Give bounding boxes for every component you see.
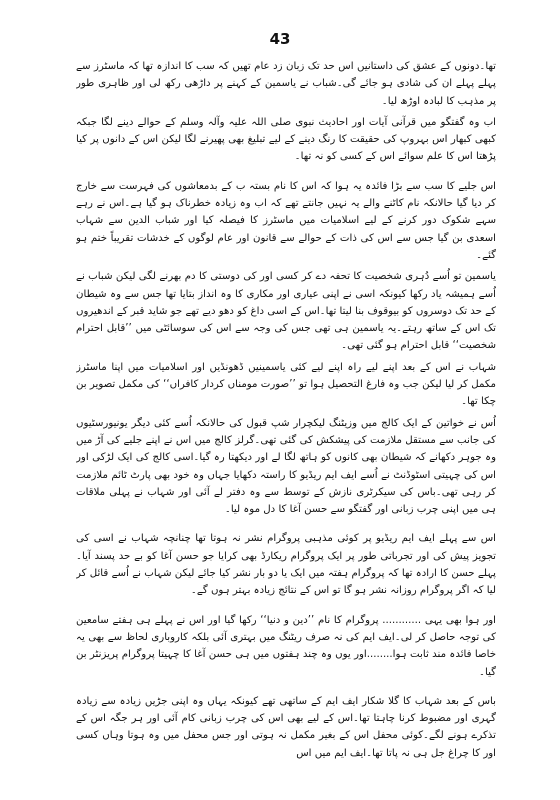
paragraph-5: شہاب نے اس کے بعد اپنے لیے راہ اپنے لیے کئی یاسمینیں ڈھونڈیں اور اسلامیات میں اپنا ماسٹرز مکمل کر لیا لیکن جب وہ فارغ التحصیل ہوا تو ’’صورت مومناں کردار کافراں‘‘ کی مکمل تصویر بن چکا تھا۔	[76, 361, 496, 408]
paragraph-2: اب وہ گفتگو میں قرآنی آیات اور احادیث نبوی صلی اللہ علیہ وآلہ وسلم کے حوالے دینے لگا جبکہ کبھی کبھار اس بہروپ کی حقیقت کا رنگ دینے کے لیے تبلیغ بھی پھیرنے لگا لیکن اس کے دانوں پر کیا پڑھتا اس کا علم سوائے اس کے کسی کو نہ تھا۔	[76, 116, 496, 163]
paragraph-8: اور ہوا بھی یہی ............ پروگرام کا نام ’’دین و دنیا‘‘ رکھا گیا اور اس نے پہلے ہی ہفتے سامعین کی توجہ حاصل کر لی۔ایف ایم کی نہ صرف ریٹنگ میں بہتری آئی بلکہ کاروباری لحاظ سے بھی یہ خاصا فائدہ مند ثابت ہوا........اور یوں وہ چند ہفتوں میں ہی حسن آغا کا چہیتا پروگرام پریزنٹر بن گیا۔	[76, 614, 496, 678]
body-text	[76, 58, 496, 788]
page-number: 43	[269, 30, 291, 48]
paragraph-7: اس سے پہلے ایف ایم ریڈیو پر کوئی مذہبی پروگرام نشر نہ ہوتا تھا چنانچہ شہاب نے اسی کی تجویز پیش کی اور تجرباتی طور پر ایک پروگرام ریکارڈ بھی کرایا جو حسن آغا کو بے حد پسند آیا۔پہلے حسن کا ارادہ تھا کہ پروگرام ہفتہ میں ایک یا دو بار نشر کیا جائے لیکن شہاب نے اُسے قائل کر لیا کہ اگر پروگرام روزانہ نشر ہو گا تو اس کے نتائج زیادہ بہتر ہوں گے۔	[76, 533, 496, 597]
paragraph-4: یاسمین تو اُسے دُہری شخصیت کا تحفہ دے کر کسی اور کی دوستی کا دم بھرنے لگی لیکن شباب نے اُسے ہمیشہ یاد رکھا کیونکہ اسی نے اپنی عیاری اور مکاری کا وہ انداز بتایا تھا جس سے وہ شیطان کے حد تک دوسروں کو بیوقوف بنا لیتا تھا۔اس کے اسی داغ کو دھو دیے تھے جو شاید قبر کے اندھیروں تک اس کے ساتھ رہتے۔یہ یاسمین ہی تھی جس کی وجہ سے اس کی سوسائٹی میں ’’قابل احترام شخصیت‘‘ قابل احترام ہو گئی تھی۔	[76, 271, 496, 352]
paragraph-3: اس جلیے کا سب سے بڑا فائدہ یہ ہوا کہ اس کا نام بستہ ب کے بدمعاشوں کی فہرست سے خارج کر دیا گیا حالانکہ نام کاٹنے والے یہ نہیں جانتے تھے کہ اب وہ زیادہ خطرناک ہو گیا ہے۔اس نے رہے سہے شکوک دور کرنے کے لیے اسلامیات میں ماسٹرز کا فیصلہ کیا اور شباب الدین سے شہاب اسعدی بن گیا جس سے اس کی ذات کے حوالے سے قانون اور عام لوگوں کے خدشات تقریباً ختم ہو گئے۔	[76, 180, 496, 261]
paragraph-9: باس کے بعد شہاب کا گلا شکار ایف ایم کے ساتھی تھے کیونکہ یہاں وہ اپنی جڑیں زیادہ سے زیادہ گہری اور مضبوط کرنا چاہتا تھا۔اس کے لیے بھی اس کی چرب زبانی کام آئی اور ہر جگہ اس کے تذکرے ہونے لگے۔کوئی محفل اس کے بغیر مکمل نہ ہوتی اور جس محفل میں وہ ہوتا وہاں کسی اور کا چراغ جل ہی نہ پاتا تھا۔ایف ایم میں اس	[76, 695, 496, 759]
paragraph-1: تھا۔دونوں کے عشق کی داستانیں اس حد تک زبان زد عام تھیں کہ سب کا اندازہ تھا کہ ماسٹرز سے پہلے پہلے ان کی شادی ہو جائے گی۔شباب نے یاسمین کے کہنے پر داڑھی رکھ لی اور ظاہری طور پر مذہب کا لبادہ اوڑھ لیا۔	[76, 61, 496, 107]
paragraph-6: اُس نے خواتین کے ایک کالج میں وزیٹنگ لیکچرار شپ قبول کی حالانکہ اُسے کئی دیگر یونیورسٹیوں کی جانب سے مستقل ملازمت کی پیشکش کی گئی تھی۔گرلز کالج میں اس نے اپنے جلیے کی آڑ میں وہ جوہر دکھانے کہ شیطان بھی کانوں کو ہاتھ لگا لے اور دیکھتا رہ گیا۔اسی کالج کی ایک لڑکی اور اس کی چہیتی اسٹوڈنٹ نے اُسے ایف ایم ریڈیو کا راستہ دکھایا جہاں وہ خود بھی پارٹ ٹائم ملازمت کر رہی تھی۔باس کی سیکرٹری نازش کے توسط سے وہ دفتر لے آئی اور شہاب نے پہلی ملاقات ہی میں اپنی چرب زبانی اور گفتگو سے حسن آغا کا دل موہ لیا۔	[76, 417, 496, 516]
